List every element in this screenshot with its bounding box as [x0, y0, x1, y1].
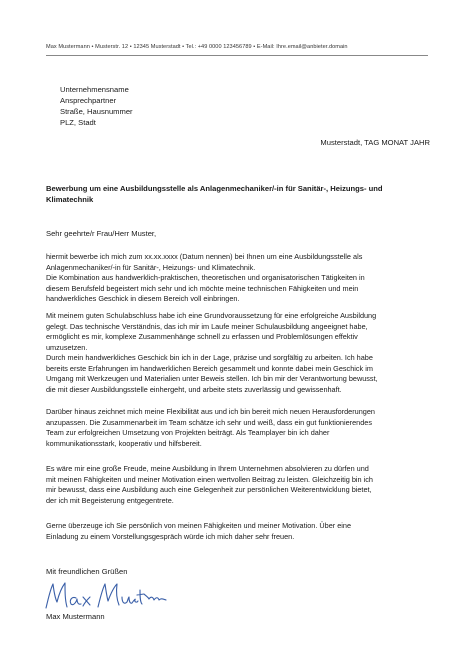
recipient-address	[60, 84, 133, 128]
header-divider	[46, 55, 428, 56]
signer-name: Max Mustermann	[46, 612, 105, 621]
paragraph-line: Darüber hinaus zeichnet mich meine Flexibilität aus und ich bin bereit mich neuen Herausforderungen	[46, 407, 375, 416]
paragraph-line: mir bewusst, dass eine Ausbildung auch eine Gelegenheit zur persönlichen Weiterentwicklung bietet,	[46, 485, 372, 494]
closing-phrase: Mit freundlichen Grüßen	[46, 567, 128, 576]
recipient-city: PLZ, Stadt	[60, 118, 96, 127]
paragraph-line: Umgang mit Werkzeugen und Materialien unter Beweis stellen. Ich bin mir der Verantwortung bewusst,	[46, 374, 378, 383]
paragraph-line: Es wäre mir eine große Freude, meine Ausbildung in Ihrem Unternehmen absolvieren zu dürfen und	[46, 464, 369, 473]
paragraph-line: Die Kombination aus handwerklich-praktischen, theoretischen und organisatorischen Tätigkeiten in	[46, 273, 365, 282]
paragraph-line: Anlagenmechaniker/-in für Sanitär-, Heizungs- und Klimatechnik.	[46, 262, 256, 272]
paragraph-3	[46, 407, 436, 449]
paragraph-line: die mit dieser Ausbildungsstelle einhergeht, und arbeite stets zuverlässig und gewissenhaft.	[46, 384, 342, 394]
paragraph-line: Einladung zu einem Vorstellungsgespräch würde ich mich daher sehr freuen.	[46, 531, 295, 541]
place-date: Musterstadt, TAG MONAT JAHR	[320, 138, 430, 147]
paragraph-line: hiermit bewerbe ich mich zum xx.xx.xxxx (Datum nennen) bei Ihnen um eine Ausbildungsstelle als	[46, 252, 363, 261]
recipient-company: Unternehmensname	[60, 85, 129, 94]
paragraph-line: diesem Berufsfeld begeistert mich sehr und ich möchte meine technischen Fähigkeiten und mein	[46, 283, 359, 293]
paragraph-4	[46, 464, 436, 506]
paragraph-line: ermöglicht es mir, komplexe Zusammenhänge schnell zu erfassen und Problemlösungen effektiv	[46, 332, 358, 341]
paragraph-line: Team zur erfolgreichen Umsetzung von Projekten beiträgt. Als Teamplayer bin ich daher	[46, 428, 330, 437]
paragraph-1	[46, 252, 436, 305]
paragraph-line: der ich mit Begeisterung entgegentrete.	[46, 495, 174, 505]
paragraph-5	[46, 521, 436, 542]
salutation: Sehr geehrte/r Frau/Herr Muster,	[46, 229, 157, 238]
paragraph-line: gelegt. Das technische Verständnis, das ich mir im Laufe meiner Schulausbildung angeeignet habe,	[46, 321, 368, 331]
paragraph-line: anzupassen. Die Zusammenarbeit im Team schätze ich sehr und weiß, dass ein gut funktionierendes	[46, 417, 372, 427]
paragraph-line: umzusetzen.	[46, 342, 88, 352]
paragraph-line: bereits erste Erfahrungen im handwerklichen Bereich gesammelt und konnte dabei mein Geschick im	[46, 363, 373, 373]
recipient-street: Straße, Hausnummer	[60, 107, 133, 116]
paragraph-line: kommunikationsstark, kooperativ und hilfsbereit.	[46, 438, 202, 448]
paragraph-line: mit meinen Fähigkeiten und meiner Motivation einen wertvollen Beitrag zu leisten. Gleichzeitig bin ich	[46, 474, 373, 484]
subject-line: Bewerbung um eine Ausbildungsstelle als Anlagenmechaniker/-in für Sanitär-, Heizungs- und Klimatechnik	[46, 184, 383, 204]
sender-address-line: Max Mustermann • Musterstr. 12 • 12345 Musterstadt • Tel.: +49 0000 123456789 • E-Mail: Ihre.email@anbieter.domain	[46, 44, 348, 50]
paragraph-line: Mit meinem guten Schulabschluss habe ich eine Grundvoraussetzung für eine erfolgreiche Ausbildung	[46, 311, 377, 320]
handwritten-signature	[40, 578, 170, 612]
paragraph-2	[46, 311, 436, 395]
recipient-contact: Ansprechpartner	[60, 96, 117, 105]
paragraph-line: Gerne überzeuge ich Sie persönlich von meinen Fähigkeiten und meiner Motivation. Über eine	[46, 521, 352, 530]
paragraph-line: handwerkliches Geschick in diesem Bereich voll einbringen.	[46, 294, 240, 303]
paragraph-line: Durch mein handwerkliches Geschick bin ich in der Lage, präzise und sorgfältig zu arbeiten. Ich habe	[46, 353, 373, 362]
